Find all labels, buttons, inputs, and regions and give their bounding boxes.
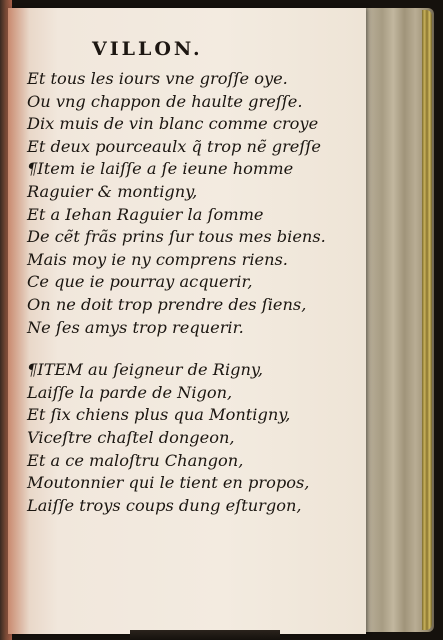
verse-line: ¶ITEM au ſeigneur de Rigny, <box>27 360 264 380</box>
verse-text <box>27 68 327 517</box>
verse-line: Ne ſes amys trop requerir. <box>27 317 244 337</box>
stanza-gap <box>27 339 327 359</box>
verse-line: Ce que ie pourray acquerir, <box>27 272 253 292</box>
gilt-edge <box>422 10 432 630</box>
verse-line: Mais moy ie ny comprens riens. <box>27 249 288 269</box>
verse-line: Ou vng chappon de haulte greſſe. <box>27 91 303 111</box>
verse-line: On ne doit trop prendre des ſiens, <box>27 294 307 314</box>
verse-line: Et ſix chiens plus qua Montigny, <box>27 405 291 425</box>
verse-line: Et a Iehan Raguier la ſomme <box>27 204 264 224</box>
verse-line: Viceſtre chaſtel dongeon, <box>27 427 235 447</box>
book-clasp-shadow <box>130 630 280 640</box>
verse-line: Dix muis de vin blanc comme croye <box>27 114 319 134</box>
verse-line: Et tous les iours vne groſſe oye. <box>27 69 288 88</box>
verse-line: Et deux pourceaulx q̃ trop nẽ greſſe <box>27 136 321 156</box>
verse-line: ¶Item ie laiſſe a ſe ieune homme <box>27 159 294 179</box>
verse-line: Laiſſe troys coups dung eſturgon, <box>27 495 302 515</box>
verse-line: Raguier & montigny, <box>27 181 198 201</box>
verse-line: Laiſſe la parde de Nigon, <box>27 382 233 402</box>
running-header: VILLON. <box>92 38 203 60</box>
book-page <box>8 8 366 634</box>
verse-line: Et a ce maloſtru Changon, <box>27 450 244 470</box>
verse-line: Moutonnier qui le tient en propos, <box>27 473 310 493</box>
verse-line: De cẽt frãs prins ſur tous mes biens. <box>27 227 326 247</box>
